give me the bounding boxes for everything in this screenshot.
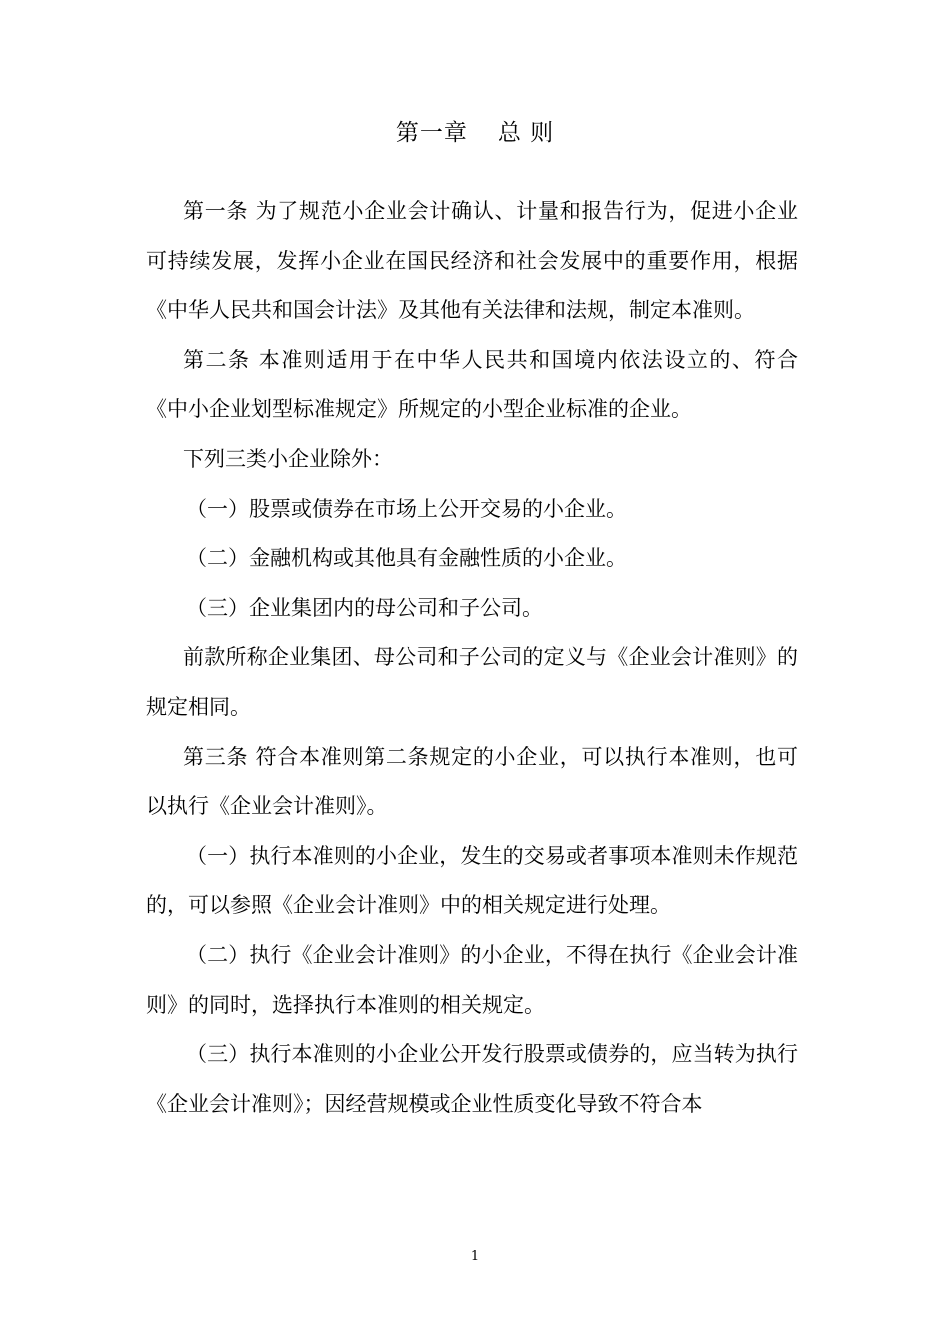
page-number: 1	[470, 1249, 480, 1264]
paragraph-exception-item-3: （三）企业集团内的母公司和子公司。	[186, 595, 543, 620]
chapter-title	[0, 116, 950, 150]
paragraph-article-3: 第三条 符合本准则第二条规定的小企业，可以执行本准则，也可以执行《企业会计准则》。	[146, 744, 798, 819]
paragraph-exception-item-2: （二）金融机构或其他具有金融性质的小企业。	[186, 546, 627, 571]
paragraph-definition: 前款所称企业集团、母公司和子公司的定义与《企业会计准则》的规定相同。	[146, 645, 798, 719]
paragraph-article-3-item-1: （一）执行本准则的小企业，发生的交易或者事项本准则未作规范的，可以参照《企业会计准则》中的相关规定进行处理。	[146, 843, 798, 918]
paragraph-exception-item-1: （一）股票或债券在市场上公开交易的小企业。	[186, 496, 627, 521]
paragraph-article-2: 第二条 本准则适用于在中华人民共和国境内依法设立的、符合《中小企业划型标准规定》所规定的小型企业标准的企业。	[146, 347, 798, 422]
body-text	[146, 187, 798, 1129]
paragraph-article-1: 第一条 为了规范小企业会计确认、计量和报告行为，促进小企业可持续发展，发挥小企业在国民经济和社会发展中的重要作用，根据《中华人民共和国会计法》及其他有关法律和法规，制定本准则。	[146, 199, 798, 323]
paragraph-exceptions-intro: 下列三类小企业除外：	[183, 446, 393, 471]
chapter-number: 第一章	[395, 120, 468, 146]
paragraph-article-3-item-2: （二）执行《企业会计准则》的小企业，不得在执行《企业会计准则》的同时，选择执行本准则的相关规定。	[146, 942, 798, 1017]
paragraph-article-3-item-3: （三）执行本准则的小企业公开发行股票或债券的，应当转为执行《企业会计准则》；因经营规模或企业性质变化导致不符合本	[146, 1042, 798, 1116]
chapter-name: 总 则	[497, 120, 555, 146]
